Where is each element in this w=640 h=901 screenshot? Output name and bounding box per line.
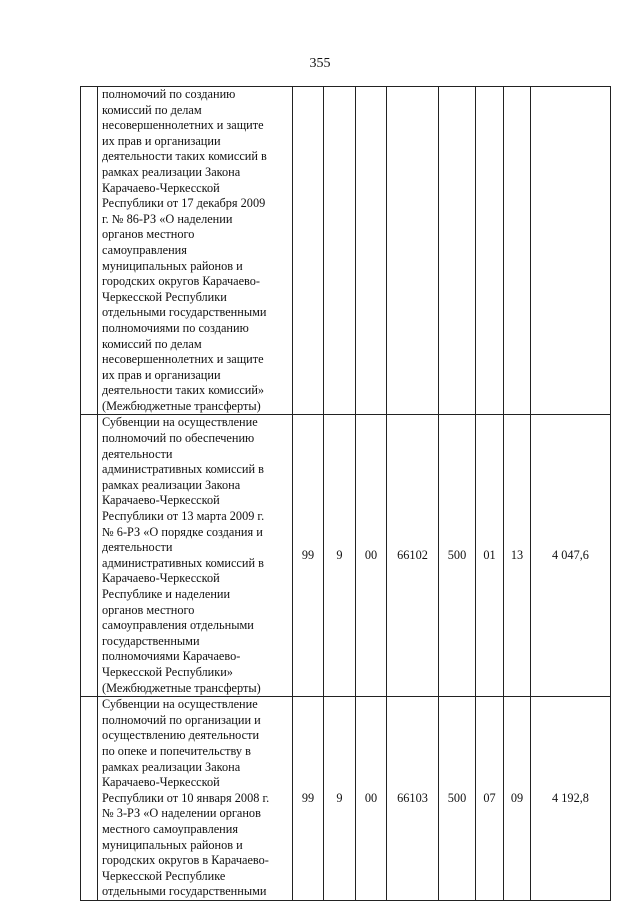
description-line: осуществлению деятельности (102, 728, 260, 743)
description-line: отдельными государственными (102, 884, 267, 899)
page-number: 355 (309, 56, 331, 71)
amount-cell: 4 192,8 (531, 697, 611, 901)
description-line: (Межбюджетные трансферты) (102, 680, 261, 695)
description-line: рамках реализации Закона (102, 759, 241, 774)
description-line: полномочиями по созданию (102, 320, 249, 335)
blank-cell (81, 697, 98, 901)
description-line: Карачаево-Черкесской (102, 571, 220, 586)
description-line: несовершеннолетних и защите (102, 352, 264, 367)
amount-cell (531, 87, 611, 415)
budget-table-body (81, 87, 611, 901)
description-line: муниципальных районов и (102, 258, 243, 273)
description-line: полномочиями Карачаево- (102, 649, 241, 664)
description-line: деятельности таких комиссий» (102, 383, 265, 398)
direction-code-cell: 66103 (387, 697, 439, 901)
description-line: Черкесской Республике (102, 868, 226, 883)
amount-cell: 4 047,6 (531, 415, 611, 697)
description-line: Республики от 10 января 2008 г. (102, 790, 270, 805)
event-code-cell (356, 87, 387, 415)
description-line: муниципальных районов и (102, 837, 243, 852)
expense-type-cell: 500 (439, 415, 476, 697)
event-code-cell: 00 (356, 415, 387, 697)
description-line: самоуправления отдельными (102, 618, 254, 633)
description-line: полномочий по созданию (102, 87, 236, 101)
description-line: государственными (102, 633, 200, 648)
budget-table (80, 86, 611, 901)
subsection-cell: 13 (504, 415, 531, 697)
description-line: комиссий по делам (102, 336, 202, 351)
description-line: рамках реализации Закона (102, 164, 241, 179)
description-line: самоуправления (102, 242, 187, 257)
description-line: органов местного (102, 602, 195, 617)
section-cell (476, 87, 504, 415)
description-line: по опеке и попечительству в (102, 743, 251, 758)
description-cell (98, 87, 293, 415)
program-code-cell: 99 (293, 415, 324, 697)
description-line: Черкесской Республики (102, 289, 227, 304)
table-row (81, 697, 611, 901)
description-line: комиссий по делам (102, 102, 202, 117)
description-line: Республики от 17 декабря 2009 (102, 196, 266, 211)
description-line: органов местного (102, 227, 195, 242)
description-cell (98, 415, 293, 697)
description-line: Карачаево-Черкесской (102, 180, 220, 195)
description-line: полномочий по организации и (102, 712, 261, 727)
description-line: рамках реализации Закона (102, 477, 241, 492)
blank-cell (81, 87, 98, 415)
description-line: Республики от 13 марта 2009 г. (102, 509, 265, 524)
description-line: Карачаево-Черкесской (102, 493, 220, 508)
description-line: № 6-РЗ «О порядке создания и (102, 524, 263, 539)
description-line: их прав и организации (102, 133, 221, 148)
subprogram-code-cell (324, 87, 356, 415)
direction-code-cell: 66102 (387, 415, 439, 697)
description-line: № 3-РЗ «О наделении органов (102, 806, 261, 821)
description-line: Субвенции на осуществление (102, 415, 258, 430)
section-cell: 07 (476, 697, 504, 901)
program-code-cell: 99 (293, 697, 324, 901)
subprogram-code-cell: 9 (324, 697, 356, 901)
description-line: (Межбюджетные трансферты) (102, 398, 261, 413)
description-line: Субвенции на осуществление (102, 697, 258, 712)
subsection-cell (504, 87, 531, 415)
description-line: Республике и наделении (102, 587, 231, 601)
description-line: несовершеннолетних и защите (102, 118, 264, 133)
section-cell: 01 (476, 415, 504, 697)
direction-code-cell (387, 87, 439, 415)
subsection-cell: 09 (504, 697, 531, 901)
program-code-cell (293, 87, 324, 415)
expense-type-cell (439, 87, 476, 415)
blank-cell (81, 415, 98, 697)
description-line: деятельности таких комиссий в (102, 149, 267, 164)
description-line: городских округов Карачаево- (102, 274, 261, 289)
description-line: деятельности (102, 446, 173, 461)
table-row (81, 415, 611, 697)
description-line: отдельными государственными (102, 305, 267, 320)
subprogram-code-cell: 9 (324, 415, 356, 697)
description-line: городских округов в Карачаево- (102, 853, 269, 868)
description-line: административных комиссий в (102, 462, 264, 477)
event-code-cell: 00 (356, 697, 387, 901)
description-line: полномочий по обеспечению (102, 431, 255, 446)
expense-type-cell: 500 (439, 697, 476, 901)
description-line: Черкесской Республики» (102, 664, 233, 679)
description-line: Карачаево-Черкесской (102, 775, 220, 790)
description-cell (98, 697, 293, 901)
description-line: местного самоуправления (102, 821, 238, 836)
description-line: г. № 86-РЗ «О наделении (102, 211, 233, 226)
description-line: административных комиссий в (102, 555, 264, 570)
description-line: деятельности (102, 540, 173, 555)
table-row (81, 87, 611, 415)
description-line: их прав и организации (102, 367, 221, 382)
